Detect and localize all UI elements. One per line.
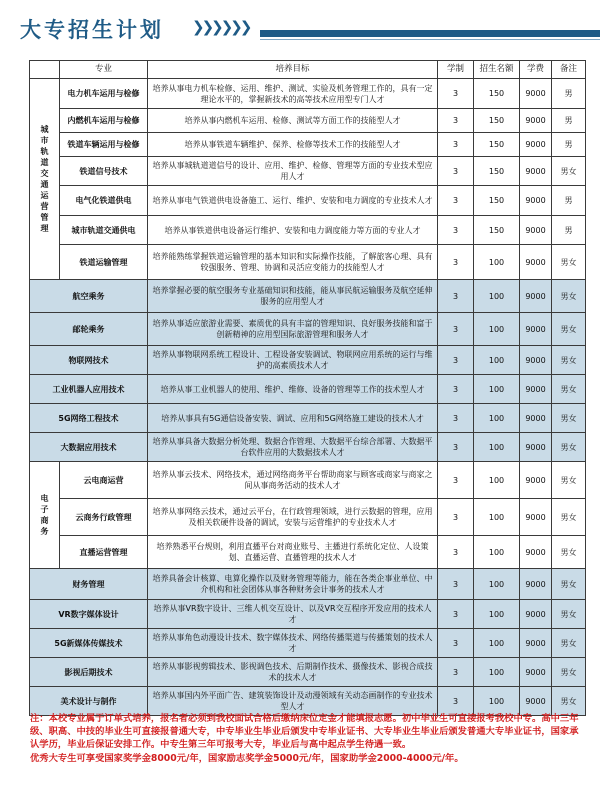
notes xyxy=(30,712,586,765)
gender-note: 男 xyxy=(552,216,586,245)
table-row xyxy=(30,433,586,462)
tuition: 9000 xyxy=(520,346,552,375)
major-name: 5G网络工程技术 xyxy=(30,404,148,433)
years: 3 xyxy=(438,687,474,716)
years: 3 xyxy=(438,600,474,629)
quota: 150 xyxy=(474,216,520,245)
training-goal: 培养从事具有5G通信设备安装、调试、应用和5G网络施工建设的技术人才 xyxy=(148,404,438,433)
col-major: 专业 xyxy=(60,61,148,79)
quota: 100 xyxy=(474,433,520,462)
quota: 100 xyxy=(474,629,520,658)
gender-note: 男女 xyxy=(552,658,586,687)
tuition: 9000 xyxy=(520,245,552,280)
gender-note: 男女 xyxy=(552,600,586,629)
quota: 100 xyxy=(474,687,520,716)
table-row xyxy=(30,569,586,600)
major-name: 航空乘务 xyxy=(30,280,148,313)
col-fee: 学费 xyxy=(520,61,552,79)
major-name: 美术设计与制作 xyxy=(30,687,148,716)
group-rail-transit: 城 市 轨 道 交 通 运 营 管 理 xyxy=(30,79,60,280)
gender-note: 男女 xyxy=(552,536,586,569)
years: 3 xyxy=(438,433,474,462)
page-title: 大专招生计划 xyxy=(20,18,164,42)
gender-note: 男 xyxy=(552,79,586,109)
table-row xyxy=(30,157,586,186)
enrollment-table xyxy=(29,60,586,716)
quota: 150 xyxy=(474,133,520,157)
training-goal: 培养从事影视剪辑技术、影视调色技术、后期制作技术、摄像技术、影视合成技术的技术人才 xyxy=(148,658,438,687)
years: 3 xyxy=(438,536,474,569)
tuition: 9000 xyxy=(520,687,552,716)
gender-note: 男女 xyxy=(552,569,586,600)
major-name: 5G新媒体传媒技术 xyxy=(30,629,148,658)
table-row xyxy=(30,245,586,280)
quota: 100 xyxy=(474,569,520,600)
table-row xyxy=(30,109,586,133)
tuition: 9000 xyxy=(520,186,552,216)
gender-note: 男 xyxy=(552,109,586,133)
major-name: 财务管理 xyxy=(30,569,148,600)
col-years: 学制 xyxy=(438,61,474,79)
gender-note: 男 xyxy=(552,133,586,157)
tuition: 9000 xyxy=(520,462,552,499)
training-goal: 培养掌握必要的航空服务专业基础知识和技能，能从事民航运输服务及航空延伸服务的应用型人才 xyxy=(148,280,438,313)
years: 3 xyxy=(438,499,474,536)
years: 3 xyxy=(438,186,474,216)
years: 3 xyxy=(438,109,474,133)
tuition: 9000 xyxy=(520,536,552,569)
header-bar-line xyxy=(260,39,600,40)
training-goal: 培养从事云技术、网络技术，通过网络商务平台帮助商家与顾客或商家与商家之间从事商务活动的技术人才 xyxy=(148,462,438,499)
major-name: 电力机车运用与检修 xyxy=(60,79,148,109)
training-goal: 培养熟悉平台规则，利用直播平台对商业账号、主播进行系统化定位、人设策划、直播运营、直播管理的技术人才 xyxy=(148,536,438,569)
quota: 100 xyxy=(474,375,520,404)
table-row xyxy=(30,629,586,658)
training-goal: 培养从事铁道车辆维护、保养、检修等技术工作的技能型人才 xyxy=(148,133,438,157)
training-goal: 培养能熟练掌握铁道运输管理的基本知识和实际操作技能，了解旅客心理、具有较强服务、管理、协调和灵活应变能力的技能型人才 xyxy=(148,245,438,280)
tuition: 9000 xyxy=(520,109,552,133)
tuition: 9000 xyxy=(520,216,552,245)
training-goal: 培养从事城轨道道信号的设计、应用、维护、检修、管理等方面的专业技术型应用人才 xyxy=(148,157,438,186)
gender-note: 男女 xyxy=(552,404,586,433)
major-name: 铁道信号技术 xyxy=(60,157,148,186)
tuition: 9000 xyxy=(520,433,552,462)
major-name: 铁道车辆运用与检修 xyxy=(60,133,148,157)
header-bar xyxy=(260,30,600,37)
major-name: 大数据应用技术 xyxy=(30,433,148,462)
major-name: 电气化铁道供电 xyxy=(60,186,148,216)
major-name: 云商务行政管理 xyxy=(60,499,148,536)
major-name: 云电商运营 xyxy=(60,462,148,499)
tuition: 9000 xyxy=(520,600,552,629)
chevrons-decoration: ❯❯❯❯❯❯ xyxy=(192,18,250,36)
gender-note: 男女 xyxy=(552,346,586,375)
gender-note: 男女 xyxy=(552,687,586,716)
tuition: 9000 xyxy=(520,375,552,404)
quota: 100 xyxy=(474,499,520,536)
major-name: VR数字媒体设计 xyxy=(30,600,148,629)
years: 3 xyxy=(438,462,474,499)
years: 3 xyxy=(438,79,474,109)
table-row xyxy=(30,536,586,569)
training-goal: 培养从事国内外平面广告、建筑装饰设计及动漫领域有关动态画制作的专业技术型人才 xyxy=(148,687,438,716)
gender-note: 男女 xyxy=(552,245,586,280)
training-goal: 培养从事电力机车检修、运用、维护、测试、实验及机务管理工作的，具有一定理论水平的，掌握新技术的高等技术应用型专门人才 xyxy=(148,79,438,109)
years: 3 xyxy=(438,280,474,313)
tuition: 9000 xyxy=(520,404,552,433)
table-row xyxy=(30,462,586,499)
training-goal: 培养从事具备大数据分析处理、数据合作管理、大数据平台综合部署、大数据平台软件应用的大数据技术人才 xyxy=(148,433,438,462)
tuition: 9000 xyxy=(520,629,552,658)
scholarship-line: 优秀大专生可享受国家奖学金8000元/年，国家励志奖学金5000元/年，国家助学金2000-4000元/年。 xyxy=(30,752,464,764)
tuition: 9000 xyxy=(520,658,552,687)
years: 3 xyxy=(438,658,474,687)
years: 3 xyxy=(438,216,474,245)
quota: 100 xyxy=(474,280,520,313)
years: 3 xyxy=(438,404,474,433)
note-paragraph: 注：本校专业属于订单式培养，报名者必须到我校面试合格后缴纳床位定金才能填报志愿。初中毕业生可直接报考我校中专。高中三年级、职高、中技的毕业生可直接报普通大专，中专毕业生毕业后颁发中专毕业证书、大专毕业生毕业后颁发普通大专毕业证书，国家承认学历，毕业后保证安排工作。中专生第三年可报考大专，毕业后与高中起点学生待遇一致。 xyxy=(30,713,579,751)
tuition: 9000 xyxy=(520,569,552,600)
gender-note: 男女 xyxy=(552,157,586,186)
quota: 100 xyxy=(474,658,520,687)
training-goal: 培养从事角色动漫设计技术、数字媒体技术、网络传播渠道与传播策划的技术人才 xyxy=(148,629,438,658)
header-blank xyxy=(30,61,60,79)
gender-note: 男女 xyxy=(552,313,586,346)
major-name: 城市轨道交通供电 xyxy=(60,216,148,245)
quota: 100 xyxy=(474,404,520,433)
training-goal: 培养从事物联网系统工程设计、工程设备安装调试、物联网应用系统的运行与维护的高素质技术人才 xyxy=(148,346,438,375)
years: 3 xyxy=(438,629,474,658)
table-row xyxy=(30,280,586,313)
gender-note: 男 xyxy=(552,186,586,216)
col-note: 备注 xyxy=(552,61,586,79)
gender-note: 男女 xyxy=(552,462,586,499)
tuition: 9000 xyxy=(520,499,552,536)
major-name: 影视后期技术 xyxy=(30,658,148,687)
col-quota: 招生名额 xyxy=(474,61,520,79)
major-name: 邮轮乘务 xyxy=(30,313,148,346)
quota: 100 xyxy=(474,536,520,569)
years: 3 xyxy=(438,133,474,157)
col-goal: 培养目标 xyxy=(148,61,438,79)
quota: 150 xyxy=(474,157,520,186)
major-name: 物联网技术 xyxy=(30,346,148,375)
training-goal: 培养从事电气铁道供电设备施工、运行、维护、安装和电力调度的专业技术人才 xyxy=(148,186,438,216)
tuition: 9000 xyxy=(520,79,552,109)
years: 3 xyxy=(438,157,474,186)
table-row xyxy=(30,499,586,536)
major-name: 直播运营管理 xyxy=(60,536,148,569)
training-goal: 培养从事内燃机车运用、检修、测试等方面工作的技能型人才 xyxy=(148,109,438,133)
training-goal: 培养从事适应旅游业需要、素质优的具有丰富的管理知识、良好服务技能和富于创新精神的应用型国际旅游管理和服务人才 xyxy=(148,313,438,346)
quota: 100 xyxy=(474,313,520,346)
quota: 100 xyxy=(474,346,520,375)
gender-note: 男女 xyxy=(552,499,586,536)
table-row xyxy=(30,658,586,687)
header xyxy=(0,0,600,52)
table-row xyxy=(30,133,586,157)
table-row xyxy=(30,375,586,404)
training-goal: 培养从事网络云技术，通过云平台，在行政管理领域，进行云数据的管理，应用及相关软硬件设备的调试，安装与运营维护的专业技术人才 xyxy=(148,499,438,536)
quota: 100 xyxy=(474,600,520,629)
quota: 150 xyxy=(474,109,520,133)
gender-note: 男女 xyxy=(552,433,586,462)
table-body xyxy=(30,79,586,716)
years: 3 xyxy=(438,346,474,375)
table-row xyxy=(30,186,586,216)
years: 3 xyxy=(438,375,474,404)
table-row xyxy=(30,313,586,346)
gender-note: 男女 xyxy=(552,629,586,658)
major-name: 工业机器人应用技术 xyxy=(30,375,148,404)
years: 3 xyxy=(438,313,474,346)
training-goal: 培养具备会计核算、电算化操作以及财务管理等能力，能在各类企事业单位、中介机构和社会团体从事各种财务会计事务的技术人才 xyxy=(148,569,438,600)
major-name: 铁道运输管理 xyxy=(60,245,148,280)
training-goal: 培养从事VR数字设计、三维人机交互设计、以及VR交互程序开发应用的技术人才 xyxy=(148,600,438,629)
tuition: 9000 xyxy=(520,313,552,346)
table-row xyxy=(30,346,586,375)
training-goal: 培养从事铁道供电设备运行维护、安装和电力调度能力等方面的专业人才 xyxy=(148,216,438,245)
gender-note: 男女 xyxy=(552,280,586,313)
tuition: 9000 xyxy=(520,157,552,186)
training-goal: 培养从事工业机器人的使用、维护、维修、设备的管理等工作的技术型人才 xyxy=(148,375,438,404)
table-row xyxy=(30,600,586,629)
quota: 100 xyxy=(474,462,520,499)
gender-note: 男女 xyxy=(552,375,586,404)
table-row xyxy=(30,404,586,433)
table-row xyxy=(30,79,586,109)
quota: 150 xyxy=(474,186,520,216)
tuition: 9000 xyxy=(520,133,552,157)
quota: 150 xyxy=(474,79,520,109)
years: 3 xyxy=(438,569,474,600)
tuition: 9000 xyxy=(520,280,552,313)
group-ecommerce: 电 子 商 务 xyxy=(30,462,60,569)
table-row xyxy=(30,216,586,245)
years: 3 xyxy=(438,245,474,280)
quota: 100 xyxy=(474,245,520,280)
major-name: 内燃机车运用与检修 xyxy=(60,109,148,133)
